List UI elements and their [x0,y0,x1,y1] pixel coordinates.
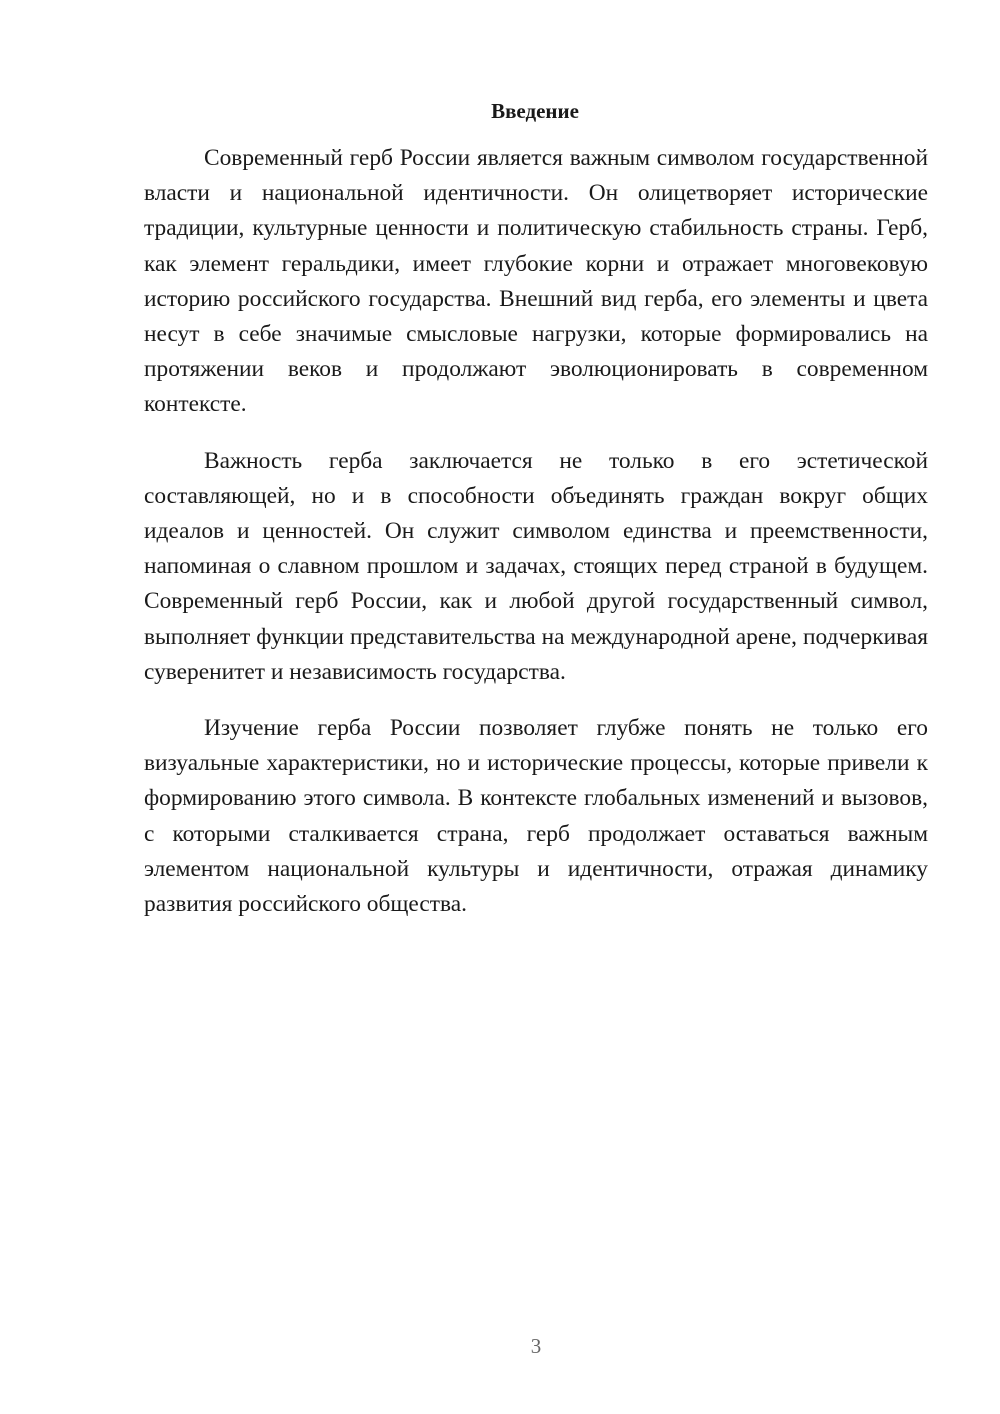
section-title: Введение [491,99,579,123]
paragraph-3: Изучение герба России позволяет глубже понять не только его визуальные характеристики, но и исторические процессы, которые привели к формированию этого символа. В контексте глобальных изменений и вызовов, с которыми сталкивается страна, герб продолжает оставаться важным элементом национальной культуры и идентичности, отражая динамику развития российского общества. [144,715,928,918]
paragraph-2: Важность герба заключается не только в его эстетической составляющей, но и в способности объединять граждан вокруг общих идеалов и ценностей. Он служит символом единства и преемственности, напоминая о славном прошлом и задачах, стоящих перед страной в будущем. Современный герб России, как и любой другой государственный символ, выполняет функции представительства на международной арене, подчеркивая суверенитет и независимость государства. [144,447,928,685]
page-number: 3 [530,1334,542,1358]
document-body [144,141,928,922]
paragraph-1: Современный герб России является важным символом государственной власти и национальной идентичности. Он олицетворяет исторические традиции, культурные ценности и политическую стабильность страны. Герб, как элемент геральдики, имеет глубокие корни и отражает многовековую историю российского государства. Внешний вид герба, его элементы и цвета несут в себе значимые смысловые нагрузки, которые формировались на протяжении веков и продолжают эволюционировать в современном контексте. [144,145,928,418]
